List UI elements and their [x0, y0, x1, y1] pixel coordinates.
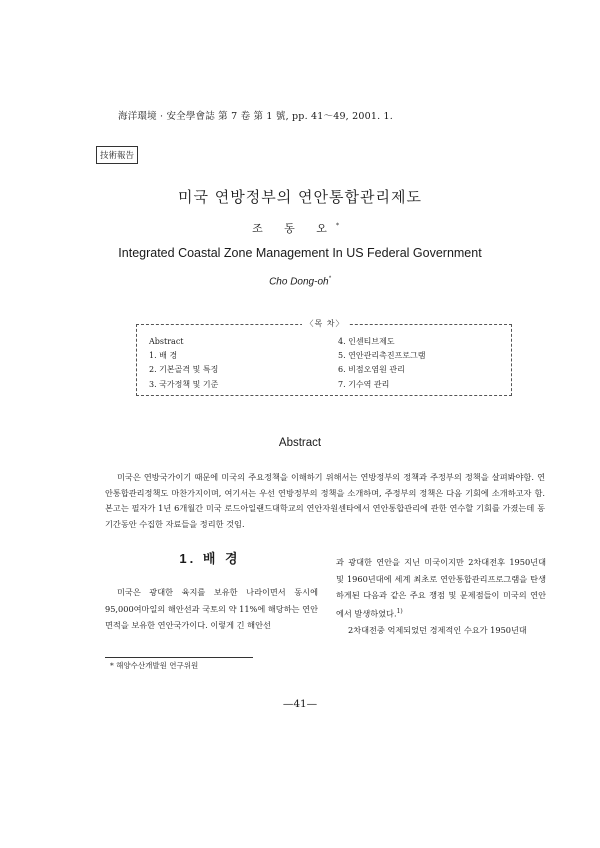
toc-item: 3. 국가정책 및 기준 — [149, 379, 219, 389]
title-english: Integrated Coastal Zone Management In US Federal Government — [118, 246, 482, 260]
toc-heading-wrap — [137, 318, 513, 329]
body-right-column — [336, 554, 546, 638]
title-korean: 미국 연방정부의 연안통합관리제도 — [178, 188, 422, 206]
author-mark: * — [335, 222, 348, 230]
author-english-line — [0, 276, 600, 287]
author-korean-line — [0, 220, 600, 236]
toc-item: Abstract — [149, 337, 184, 346]
toc-heading: 〈목 차〉 — [302, 319, 349, 328]
footnote: * 해양수산개발원 연구위원 — [110, 661, 199, 670]
footnote-rule — [105, 657, 253, 658]
toc-left-column — [149, 335, 218, 392]
body-paragraph: 2차대전중 억제되었던 경제적인 수요가 1950년대 — [348, 624, 527, 635]
toc-item: 6. 비점오염원 관리 — [338, 365, 405, 375]
page-number: —41— — [282, 698, 318, 710]
abstract-body: 미국은 연방국가이기 때문에 미국의 주요정책을 이해하기 위해서는 연방정부의 정책과 주정부의 정책을 살펴봐야함. 연안통합관리정책도 마찬가지이며, 여기서는 우선 연방정부의 정책을 소개하며, 주정부의 정책은 다음 기회에 소개하고자 함. 본고는 필자가 1년 6개월간 미국 로드아일랜드대학교의 연안자원센타에서 연안통합관리에 관한 연수할 기회를 가졌는데 동 기간동안 수집한 자료들을 정리한 것임. — [105, 472, 545, 529]
body-paragraph — [336, 554, 546, 622]
toc-item: 4. 인센티브제도 — [338, 337, 395, 346]
author-korean: 조 동 오 — [252, 222, 336, 235]
abstract-heading: Abstract — [278, 437, 322, 449]
section-heading: 1. 배 경 — [179, 551, 241, 566]
table-of-contents — [136, 319, 512, 396]
body-paragraph-text: 과 광대한 연안을 지닌 미국이지만 2차대전후 1950년대 및 1960년대에 세계 최초로 연안통합관리프로그램을 탄생하게된 다음과 같은 주요 쟁점 및 문제점들이 미국의 연안에서 발생하였다. — [336, 557, 546, 619]
journal-header: 海洋環境 · 安全學會誌 第 7 卷 第 1 號, pp. 41～49, 2001. 1. — [118, 111, 394, 122]
author-english-mark: * — [328, 276, 331, 282]
toc-item: 7. 기수역 관리 — [338, 379, 390, 389]
toc-right-column — [338, 335, 425, 392]
toc-item: 1. 배 경 — [149, 351, 178, 361]
footnote-ref: 1) — [396, 607, 403, 615]
author-english: Cho Dong-oh — [269, 276, 329, 288]
article-type-tag: 技術報告 — [96, 146, 138, 164]
body-left-column: 미국은 광대한 육지를 보유한 나라이면서 동시에 95,000여마일의 해안선과 국토의 약 11%에 해당하는 연안면적을 보유한 연안국가이다. 이렇게 긴 해안선 — [105, 587, 318, 630]
toc-item: 2. 기본골격 및 특징 — [149, 365, 219, 375]
toc-item: 5. 연안관리촉진프로그램 — [338, 351, 426, 361]
